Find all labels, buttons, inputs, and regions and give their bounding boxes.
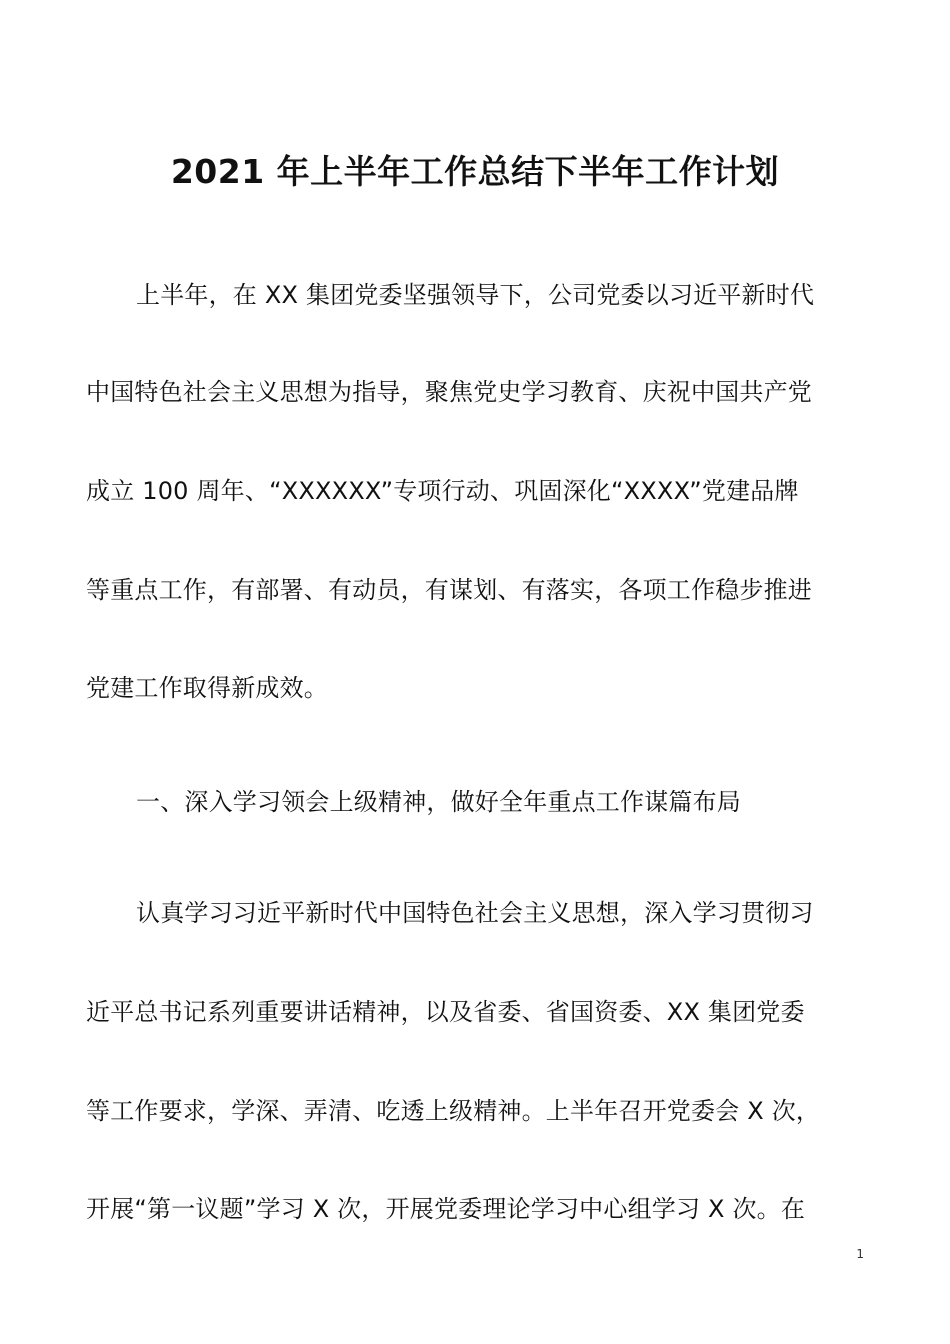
document-title: 2021 年上半年工作总结下半年工作计划 xyxy=(170,152,780,191)
paragraph2-line: 认真学习习近平新时代中国特色社会主义思想，深入学习贯彻习 xyxy=(136,899,814,927)
paragraph1-line: 等重点工作，有部署、有动员，有谋划、有落实，各项工作稳步推进 xyxy=(86,576,812,604)
paragraph1-line: 中国特色社会主义思想为指导，聚焦党史学习教育、庆祝中国共产党 xyxy=(86,378,812,406)
paragraph1-line: 上半年，在 XX 集团党委坚强领导下，公司党委以习近平新时代 xyxy=(136,281,815,309)
page-number: 1 xyxy=(856,1247,864,1261)
paragraph2-line: 开展“第一议题”学习 X 次，开展党委理论学习中心组学习 X 次。在 xyxy=(86,1195,806,1223)
section-heading: 一、深入学习领会上级精神，做好全年重点工作谋篇布局 xyxy=(136,788,741,816)
paragraph1-line: 党建工作取得新成效。 xyxy=(86,674,328,702)
paragraph1-line: 成立 100 周年、“XXXXXX”专项行动、巩固深化“XXXX”党建品牌 xyxy=(86,477,799,505)
paragraph2-line: 近平总书记系列重要讲话精神，以及省委、省国资委、XX 集团党委 xyxy=(86,998,805,1026)
paragraph2-line: 等工作要求，学深、弄清、吃透上级精神。上半年召开党委会 X 次， xyxy=(86,1097,821,1125)
